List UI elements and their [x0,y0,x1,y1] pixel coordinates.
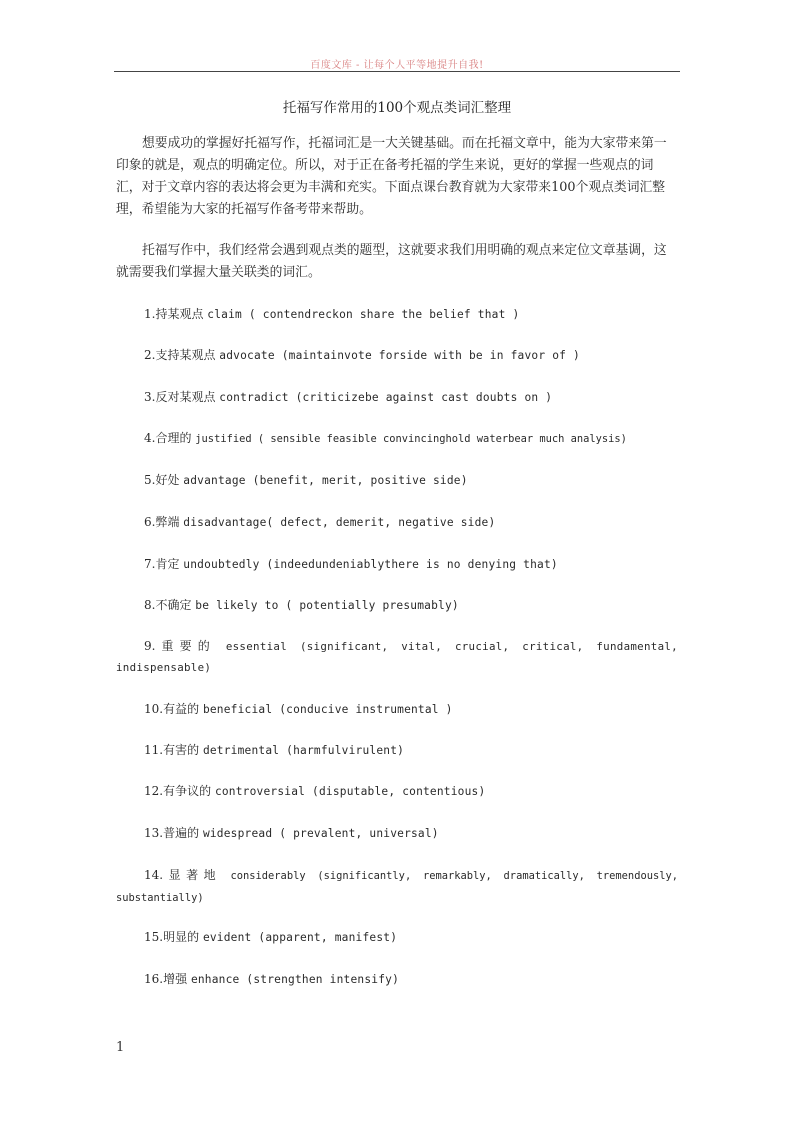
list-item [116,387,678,408]
item-chinese-term: 肯定 [155,557,180,571]
item-number: 2. [144,348,156,362]
page-header-banner: 百度文库 - 让每个人平等地提升自我! [310,60,484,71]
list-item [116,428,678,450]
item-chinese-term: 普遍的 [163,826,200,840]
item-chinese-term: 重要的 [155,639,216,653]
item-chinese-term: 弊端 [155,515,180,529]
page-number: 1 [116,1040,125,1055]
item-number: 12. [144,784,164,798]
item-number: 8. [144,598,156,612]
item-chinese-term: 不确定 [155,598,192,612]
item-chinese-term: 好处 [155,473,180,487]
context-paragraph: 托福写作中，我们经常会遇到观点类的题型，这就要求我们用明确的观点来定位文章基调，这就需要我们掌握大量关联类的词汇。 [116,243,667,280]
item-chinese-term: 明显的 [163,930,200,944]
item-chinese-term: 合理的 [155,431,192,445]
item-number: 14. [144,868,164,882]
item-number: 6. [144,515,156,529]
list-item [116,345,678,366]
item-english-terms: widespread ( prevalent, universal) [202,827,439,840]
list-item [116,823,678,844]
item-english-terms: advantage (benefit, merit, positive side) [183,474,468,487]
item-chinese-term: 支持某观点 [155,348,216,362]
item-chinese-term: 有益的 [163,702,200,716]
list-item [116,470,678,491]
item-english-terms: contradict (criticizebe against cast doubts on ) [219,391,553,404]
document-title: 托福写作常用的100个观点类词汇整理 [282,100,512,116]
list-item [116,927,678,948]
item-chinese-term: 有争议的 [163,784,212,798]
item-english-terms: undoubtedly (indeedundeniablythere is no denying that) [183,558,558,571]
item-english-terms: be likely to ( potentially presumably) [195,599,459,612]
item-chinese-term: 显著地 [163,868,222,882]
item-number: 9. [144,639,156,653]
item-english-terms: advocate (maintainvote forside with be in favor of ) [219,349,580,362]
list-item [116,636,678,678]
item-english-terms: enhance (strengthen intensify) [190,973,400,986]
list-item [116,699,678,720]
item-english-terms: controversial (disputable, contentious) [214,785,486,798]
item-chinese-term: 反对某观点 [155,390,216,404]
item-number: 1. [144,307,156,321]
item-number: 10. [144,702,164,716]
intro-paragraph: 想要成功的掌握好托福写作，托福词汇是一大关键基础。而在托福文章中，能为大家带来第一印象的就是，观点的明确定位。所以，对于正在备考托福的学生来说，更好的掌握一些观点的词汇，对于文章内容的表达将会更为丰满和充实。下面点课台教育就为大家带来100个观点类词汇整理，希望能为大家的托福写作备考带来帮助。 [116,136,667,217]
item-english-terms: essential (significant, vital, crucial, critical, fundamental, indispensable) [116,640,678,674]
header-divider [114,71,680,72]
item-number: 15. [144,930,164,944]
item-chinese-term: 增强 [163,972,188,986]
item-number: 16. [144,972,164,986]
list-item [116,781,678,802]
item-chinese-term: 持某观点 [155,307,204,321]
item-number: 3. [144,390,156,404]
item-number: 5. [144,473,156,487]
list-item [116,740,678,761]
list-item [116,969,678,990]
item-english-terms: disadvantage( defect, demerit, negative side) [183,516,496,529]
item-number: 13. [144,826,164,840]
item-english-terms: beneficial (conducive instrumental ) [202,703,453,716]
item-chinese-term: 有害的 [163,743,200,757]
list-item [116,304,678,325]
item-english-terms: evident (apparent, manifest) [202,931,398,944]
item-number: 11. [144,743,164,757]
item-english-terms: considerably (significantly, remarkably, dramatically, tremendously, substantially) [116,870,678,904]
list-item [116,554,678,575]
item-english-terms: justified ( sensible feasible convincinghold waterbear much analysis) [195,433,627,445]
item-number: 7. [144,557,156,571]
item-english-terms: detrimental (harmfulvirulent) [202,744,405,757]
list-item [116,595,678,616]
list-item [116,865,678,909]
item-number: 4. [144,431,156,445]
item-english-terms: claim ( contendreckon share the belief that ) [207,308,520,321]
list-item [116,512,678,533]
